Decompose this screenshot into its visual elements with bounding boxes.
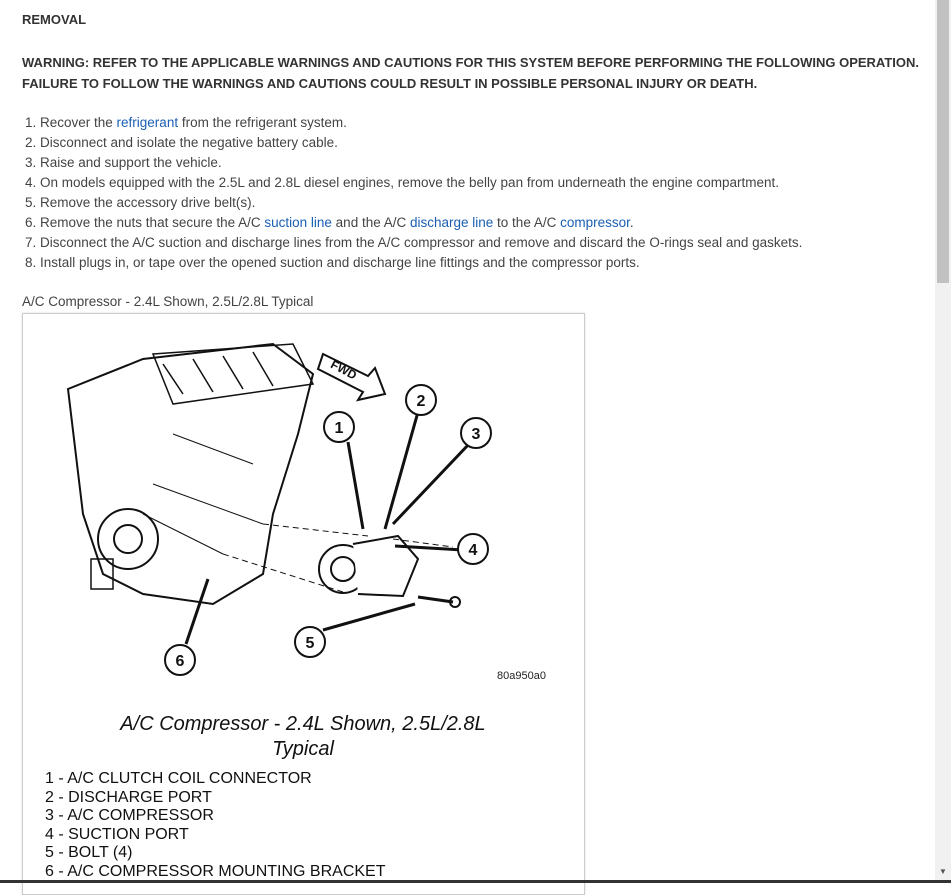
svg-text:4: 4 [468,542,478,559]
step-text: from the refrigerant system. [178,115,347,130]
step-text: and the A/C [331,215,410,230]
scroll-down-arrow-icon[interactable]: ▼ [939,867,947,876]
step-2: 2. Disconnect and isolate the negative battery cable. [40,133,802,153]
svg-text:1: 1 [334,420,344,437]
fwd-label: FWD [328,357,360,383]
scrollbar-thumb[interactable] [937,0,949,283]
step-3: 3. Raise and support the vehicle. [40,153,802,173]
callout-6 [165,645,195,675]
step-text: . [629,215,634,230]
legend-item: 1 - A/C CLUTCH COIL CONNECTOR [45,770,312,787]
step-7: 7. Disconnect the A/C suction and discharge lines from the A/C compressor and remove and discard the O-rings seal and gaskets. [40,233,802,253]
svg-text:5: 5 [305,635,315,652]
step-text: Recover the [40,115,117,130]
removal-steps [22,113,802,273]
refrigerant-link[interactable]: refrigerant [116,115,179,130]
warning-text: WARNING: REFER TO THE APPLICABLE WARNINGS AND CAUTIONS FOR THIS SYSTEM BEFORE PERFORMING THE FOLLOWING OPERATION. FAILURE TO FOLLOW THE WARNINGS AND CAUTIONS COULD RESULT IN POSSIBLE PERSONAL INJURY OR DEATH. [22,55,920,91]
legend-item: 4 - SUCTION PORT [45,825,189,843]
discharge-line-link[interactable]: discharge line [409,215,494,230]
step-text: Remove the nuts that secure the A/C [40,215,265,230]
figure-title: A/C Compressor - 2.4L Shown, 2.5L/2.8L Typical [120,713,486,760]
legend-item: 3 - A/C COMPRESSOR [45,807,214,825]
compressor-body-shape [353,536,418,596]
step-4: 4. On models equipped with the 2.5L and 2.8L diesel engines, remove the belly pan from underneath the engine compartment. [40,173,802,193]
step-6 [40,213,802,233]
compressor-link[interactable]: compressor [560,215,630,230]
step-1 [40,113,802,133]
vertical-scrollbar[interactable] [935,0,951,880]
engine-block-shape [68,344,313,604]
legend-item: 2 - DISCHARGE PORT [45,788,212,806]
callout-2 [406,385,436,415]
legend-item: 5 - BOLT (4) [45,844,133,862]
step-text: to the A/C [493,215,561,230]
svg-text:3: 3 [471,426,481,443]
compressor-figure [22,313,585,895]
legend-item: 6 - A/C COMPRESSOR MOUNTING BRACKET [45,862,386,880]
callout-1 [324,412,354,442]
svg-text:6: 6 [175,653,185,670]
figure-caption: A/C Compressor - 2.4L Shown, 2.5L/2.8L Typical [22,294,314,309]
figure-id: 80a950a0 [497,670,546,682]
callout-3 [461,418,491,448]
suction-line-link[interactable]: suction line [264,215,332,230]
svg-text:2: 2 [416,393,426,410]
figure-legend [45,770,385,882]
section-heading: REMOVAL [22,12,87,27]
callout-4 [458,534,488,564]
step-5: 5. Remove the accessory drive belt(s). [40,193,802,213]
step-8: 8. Install plugs in, or tape over the opened suction and discharge line fittings and the compressor ports. [40,253,802,273]
callout-5 [295,627,325,657]
engine-illustration [23,314,584,714]
